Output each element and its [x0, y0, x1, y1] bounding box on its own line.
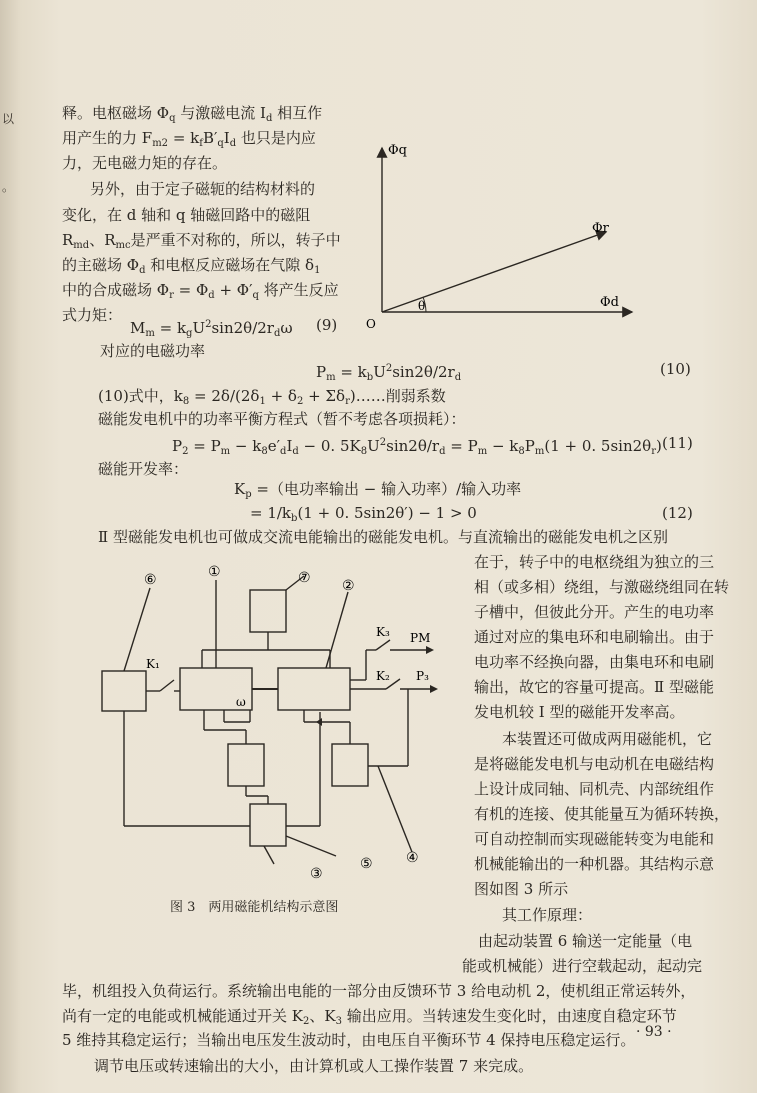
text-line: 在于，转子中的电枢绕组为独立的三	[474, 553, 715, 571]
text-line: 是将磁能发电机与电动机在电磁结构	[474, 755, 715, 773]
startup-device-box	[102, 671, 146, 711]
equation-number: (9)	[316, 316, 338, 334]
label-2: ②	[342, 578, 355, 594]
label-p3: P₃	[416, 669, 429, 683]
equation-number: (12)	[662, 504, 693, 522]
text-line: 毕，机组投入负荷运行。系统输出电能的一部分由反馈环节 3 给电动机 2，使机组正常运转外，	[62, 982, 696, 1000]
text-line: 输出，故它的容量可提高。Ⅱ 型磁能	[474, 678, 714, 696]
voltage-stabilizer-box	[332, 744, 368, 786]
switch-k1	[160, 680, 174, 691]
label-6: ⑥	[144, 572, 157, 588]
text-line: 相（或多相）绕组，与激磁绕组同在转	[474, 578, 730, 596]
text-line: 本装置还可做成两用磁能机，它	[502, 730, 713, 748]
label-k3: K₃	[376, 625, 390, 639]
text-line: 图如图 3 所示	[474, 880, 569, 898]
label-5: ⑤	[360, 856, 373, 872]
label-k1: K₁	[146, 657, 160, 671]
origin-label: O	[366, 317, 376, 331]
text-line: 的主磁场 $\Phi_d$ 和电枢反应磁场在气隙 $\delta_1$	[62, 256, 321, 276]
generator-box	[278, 668, 350, 710]
text-line: 式力矩：	[62, 306, 123, 324]
margin-mark: 。	[2, 180, 15, 194]
text-line: 力，无电磁力矩的存在。	[62, 154, 228, 172]
figure-3-caption: 图 3 两用磁能机结构示意图	[170, 900, 339, 915]
equation-number: (10)	[660, 360, 691, 378]
label-3: ③	[310, 866, 323, 882]
text-line: 变化，在 d 轴和 q 轴磁回路中的磁阻	[62, 206, 311, 224]
figure-2-phasor-diagram	[360, 136, 650, 336]
text-line: Ⅱ 型磁能发电机也可做成交流电能输出的磁能发电机。与直流输出的磁能发电机之区别	[98, 528, 668, 546]
text-line: 由起动装置 6 输送一定能量（电	[478, 932, 693, 950]
equation-9: $M_m = k_gU^2\sin 2\theta/2r_d\omega$	[130, 319, 293, 339]
equation-number: (11)	[662, 434, 693, 452]
text-line: 尚有一定的电能或机械能通过开关 $K_2$、$K_3$ 输出应用。当转速发生变化时，由速度自稳定环节	[62, 1007, 677, 1027]
text-line: (10)式中，$k_8 = 2\delta/(2\delta_1 + \delta_2$ + $\Sigma\delta_r)\dots\dots$削弱系数	[98, 387, 446, 407]
label-7: ⑦	[298, 570, 311, 586]
theta-label: θ	[418, 299, 426, 313]
label-4: ④	[406, 850, 419, 866]
margin-mark: 以	[2, 112, 15, 126]
text-line: 释。电枢磁场 $\Phi_q$ 与激磁电流 $I_d$ 相互作	[62, 104, 323, 124]
text-line: 电功率不经换向器，由集电环和电刷	[474, 653, 715, 671]
text-line: 有机的连接、使其能量互为循环转换，	[474, 805, 730, 823]
text-line: 调节电压或转速输出的大小，由计算机或人工操作装置 7 来完成。	[94, 1057, 534, 1075]
text-line: 子槽中，但彼此分开。产生的电功率	[474, 603, 715, 621]
equation-12-line2: = $1/k_b(1 + 0$. 5sin2θ′) − 1 > 0	[250, 504, 477, 524]
text-line: 上设计成同轴、同机壳、内部统组作	[474, 780, 715, 798]
switch-k3	[376, 640, 390, 650]
control-device-box	[250, 590, 286, 632]
equation-10: $P_m = k_bU^2\sin 2\theta/2r_d$	[316, 363, 462, 383]
text-line: 对应的电磁功率	[100, 342, 206, 360]
label-omega: ω	[236, 695, 246, 709]
label-pm: PM	[410, 631, 431, 645]
equation-11: $P_2 = P_m - k_8e'_dI_d - 0$. $5K_8U^2\sin 2\theta/r_d = P_m - k_8P_m(1 + 0$. $5\sin 2\theta_r$)	[172, 437, 662, 457]
text-line: 5 维持其稳定运行；当输出电压发生波动时，由电压自平衡环节 4 保持电压稳定运行。	[62, 1031, 636, 1049]
page-number: · 93 ·	[636, 1024, 672, 1040]
speed-stabilizer-box	[250, 804, 286, 846]
text-line: 另外，由于定子磁轭的结构材料的	[90, 180, 316, 198]
text-line: $R_{md}$、$R_{mc}$是严重不对称的，所以，转子中	[62, 231, 341, 251]
figure-3-structure-diagram	[90, 556, 460, 886]
text-line: 磁能发电机中的功率平衡方程式（暂不考虑各项损耗）：	[98, 410, 466, 428]
phi-q-label: Φq	[388, 143, 407, 158]
text-line: 通过对应的集电环和电刷输出。由于	[474, 628, 715, 646]
text-line: 中的合成磁场 $\Phi_r = \Phi_d + \Phi'_q$ 将产生反应	[62, 281, 339, 301]
text-line: 机械能输出的一种机器。其结构示意	[474, 855, 715, 873]
label-1: ①	[208, 564, 221, 580]
text-line: 磁能开发率：	[98, 460, 189, 478]
resultant-arrow	[382, 232, 606, 312]
text-line: 用产生的力 $F_{m2} = k_fB'_qI_d$ 也只是内应	[62, 129, 316, 149]
label-k2: K₂	[376, 669, 390, 683]
equation-12: $K_p$ =（电功率输出 − 输入功率）/输入功率	[234, 480, 522, 500]
text-line: 发电机较 Ⅰ 型的磁能开发率高。	[474, 703, 685, 721]
text-line: 其工作原理：	[502, 906, 593, 924]
feedback-box	[228, 744, 264, 786]
text-line: 可自动控制而实现磁能转变为电能和	[474, 830, 715, 848]
phi-r-label: Φr	[592, 221, 609, 236]
phi-d-label: Φd	[600, 295, 619, 310]
text-line: 能或机械能）进行空载起动，起动完	[462, 957, 703, 975]
